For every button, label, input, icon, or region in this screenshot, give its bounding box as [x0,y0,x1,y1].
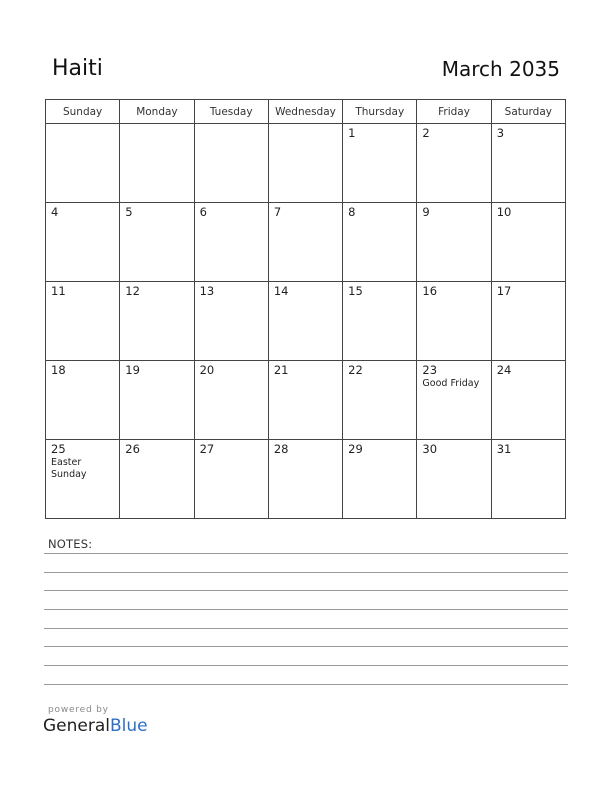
day-number: 4 [51,205,59,219]
weekday-sunday: Sunday [46,100,120,124]
notes-line[interactable] [44,684,568,685]
day-cell[interactable] [343,361,417,440]
day-number: 23 [422,363,438,377]
day-number: 8 [348,205,356,219]
brand-logo[interactable] [43,716,148,736]
day-cell[interactable] [417,282,491,361]
day-cell[interactable] [268,203,342,282]
day-cell[interactable] [417,124,491,203]
day-cell[interactable] [120,440,194,519]
notes-line[interactable] [44,553,568,554]
day-cell[interactable] [491,203,565,282]
day-number: 28 [273,442,289,456]
day-cell[interactable] [268,124,342,203]
day-number: 22 [348,363,363,377]
notes-line[interactable] [44,646,568,647]
brand-general: General [43,716,110,736]
day-cell[interactable] [343,203,417,282]
day-cell[interactable] [194,203,268,282]
day-cell[interactable] [120,282,194,361]
day-cell[interactable] [491,282,565,361]
weekday-header-row [46,100,566,124]
day-cell[interactable] [46,440,120,519]
week-row [46,282,566,361]
day-cell[interactable] [343,282,417,361]
day-cell[interactable] [268,440,342,519]
day-cell[interactable] [194,282,268,361]
week-row [46,203,566,282]
day-number: 1 [348,126,356,140]
month-title: March 2035 [441,57,560,81]
day-cell[interactable] [417,440,491,519]
calendar-grid [45,99,566,519]
day-number: 11 [51,284,66,298]
day-number: 19 [125,363,140,377]
day-number: 13 [199,284,215,298]
holiday-label: Easter Sunday [51,457,87,480]
week-row [46,361,566,440]
day-cell[interactable] [194,361,268,440]
day-cell[interactable] [120,361,194,440]
notes-line[interactable] [44,628,568,629]
day-cell[interactable] [268,282,342,361]
day-cell[interactable] [46,282,120,361]
weekday-tuesday: Tuesday [194,100,268,124]
day-number: 29 [348,442,363,456]
day-cell[interactable] [491,124,565,203]
day-cell[interactable] [343,440,417,519]
day-number: 12 [125,284,140,298]
day-number: 25 [51,442,66,456]
country-title: Haiti [52,56,103,81]
day-cell[interactable] [120,124,194,203]
day-number: 21 [273,363,289,377]
notes-label: NOTES: [48,537,93,551]
powered-by-text: powered by [48,705,109,715]
day-number: 3 [496,126,505,140]
day-cell[interactable] [46,124,120,203]
day-cell[interactable] [491,361,565,440]
holiday-label: Good Friday [422,378,480,389]
day-number: 17 [496,284,512,298]
day-number: 9 [422,205,430,219]
notes-line[interactable] [44,665,568,666]
week-row [46,440,566,519]
day-cell[interactable] [343,124,417,203]
notes-line[interactable] [44,590,568,591]
day-cell[interactable] [46,203,120,282]
week-row [46,124,566,203]
day-number: 14 [273,284,289,298]
day-cell[interactable] [268,361,342,440]
day-number: 27 [199,442,215,456]
day-cell[interactable] [491,440,565,519]
day-number: 26 [125,442,140,456]
notes-line[interactable] [44,609,568,610]
weekday-thursday: Thursday [343,100,417,124]
weekday-monday: Monday [120,100,194,124]
day-number: 24 [496,363,512,377]
day-number: 2 [422,126,430,140]
day-number: 10 [496,205,512,219]
day-cell[interactable] [194,440,268,519]
day-cell[interactable] [120,203,194,282]
notes-line[interactable] [44,572,568,573]
day-number: 5 [125,205,133,219]
weekday-wednesday: Wednesday [268,100,342,124]
day-number: 6 [199,205,207,219]
brand-blue: Blue [110,716,148,736]
weekday-saturday: Saturday [491,100,565,124]
weekday-friday: Friday [417,100,491,124]
day-number: 18 [51,363,66,377]
day-number: 31 [496,442,512,456]
day-cell[interactable] [46,361,120,440]
day-number: 16 [422,284,438,298]
day-number: 30 [422,442,438,456]
day-cell[interactable] [194,124,268,203]
day-cell[interactable] [417,361,491,440]
day-number: 7 [273,205,282,219]
day-number: 20 [199,363,215,377]
day-cell[interactable] [417,203,491,282]
day-number: 15 [348,284,363,298]
